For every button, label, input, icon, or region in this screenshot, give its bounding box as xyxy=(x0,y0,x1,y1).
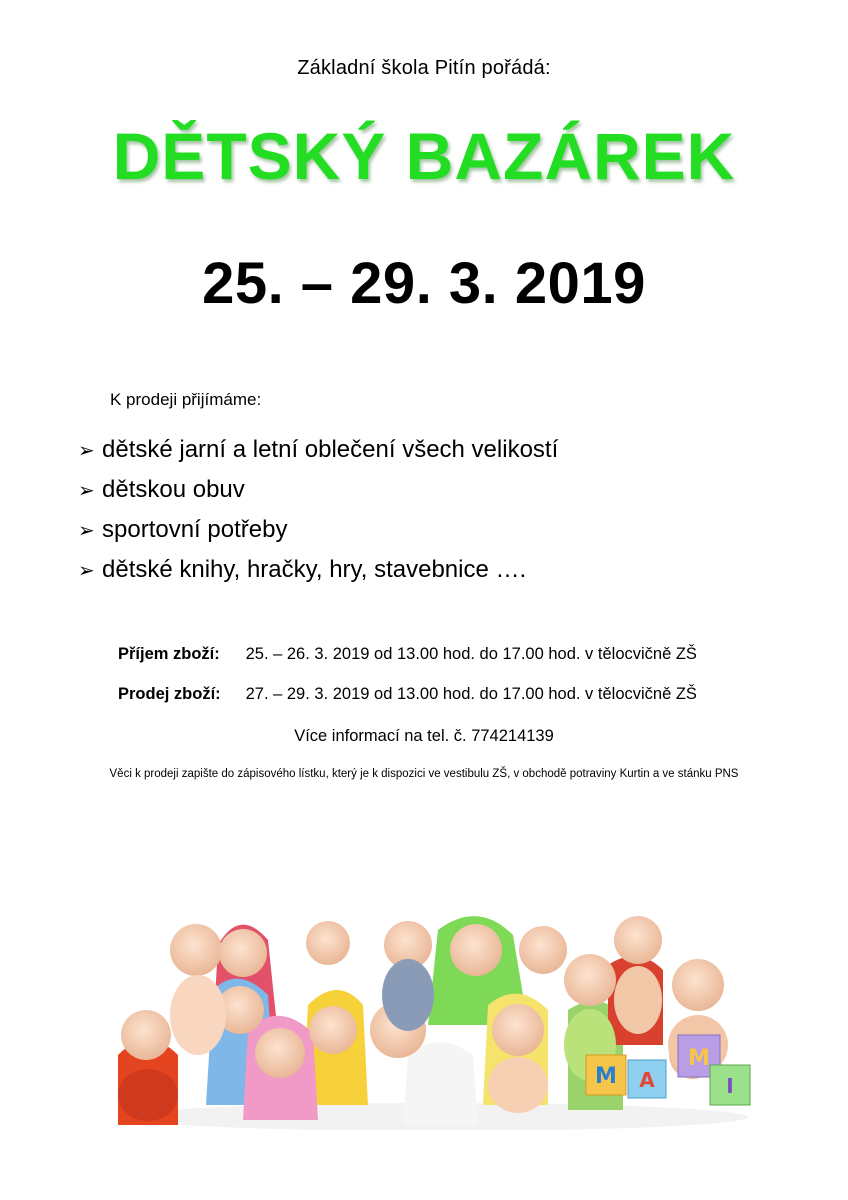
accepted-items-list xyxy=(78,430,558,590)
event-dates: 25. – 29. 3. 2019 xyxy=(202,251,646,316)
registration-note: Věci k prodeji zapište do zápisového lístku, který je k dispozici ve vestibulu ZŠ, v obchodě potraviny Kurtin a ve stánku PNS xyxy=(109,768,739,780)
list-item xyxy=(78,430,558,470)
block-letter: M xyxy=(595,1064,617,1089)
arrowhead-bullet-icon: ➢ xyxy=(78,559,95,582)
poster-title: DĚTSKÝ BAZÁREK xyxy=(112,119,736,193)
list-item-text: dětské knihy, hračky, hry, stavebnice …. xyxy=(102,556,527,583)
list-item-text: sportovní potřeby xyxy=(102,516,288,543)
block-letter: I xyxy=(726,1074,734,1098)
arrowhead-bullet-icon: ➢ xyxy=(78,439,95,462)
list-item xyxy=(78,510,558,550)
contact-line: Více informací na tel. č. 774214139 xyxy=(294,727,554,745)
block-letter: M xyxy=(688,1046,710,1071)
arrowhead-bullet-icon: ➢ xyxy=(78,519,95,542)
intake-label: Příjem zboží: xyxy=(118,645,220,663)
list-item-text: dětské jarní a letní oblečení všech velikostí xyxy=(102,436,559,463)
list-item xyxy=(78,550,558,590)
sale-row xyxy=(118,685,697,704)
block-letter: A xyxy=(639,1068,655,1092)
intake-row xyxy=(118,645,697,664)
sale-label: Prodej zboží: xyxy=(118,685,221,703)
intake-value: 25. – 26. 3. 2019 od 13.00 hod. do 17.00 hod. v tělocvičně ZŠ xyxy=(245,645,697,663)
accept-label: K prodeji přijímáme: xyxy=(110,390,262,409)
arrowhead-bullet-icon: ➢ xyxy=(78,479,95,502)
babies-photo xyxy=(118,905,758,1130)
organizer-line: Základní škola Pitín pořádá: xyxy=(297,57,551,79)
list-item xyxy=(78,470,558,510)
sale-value: 27. – 29. 3. 2019 od 13.00 hod. do 17.00 hod. v tělocvičně ZŠ xyxy=(245,685,697,703)
list-item-text: dětskou obuv xyxy=(102,476,245,503)
